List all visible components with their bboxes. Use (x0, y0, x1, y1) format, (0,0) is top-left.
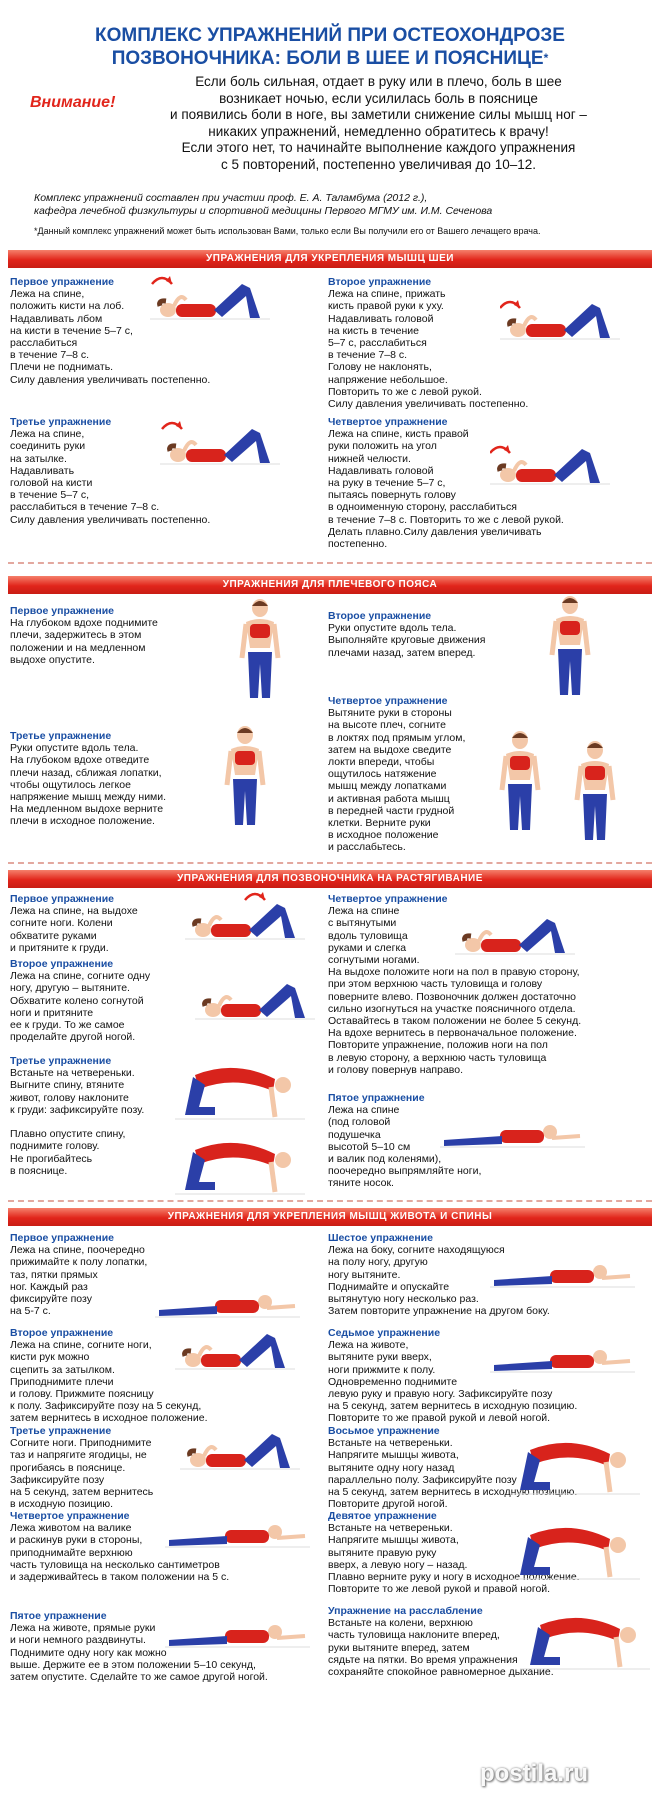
title-line-2 (0, 47, 660, 70)
authors-line-2: кафедра лечебной физкультуры и спортивной медицины Первого МГМУ им. И.М. Сеченова (34, 205, 493, 217)
neck-exercise-4-illustration (490, 435, 615, 495)
exercise-text: Встаньте на четвереньки. Напрягите мышцы живота, вытяните одну ногу назад параллельно полу. Зафиксируйте позу на 5 секунд, затем вернитесь в исходную позицию. Повторите другой ногой. (328, 1437, 578, 1511)
section-divider (8, 562, 652, 564)
exercise-text: Лежа на спине, на выдохе согните ноги. Колени обхватите руками и притяните к груди. (10, 905, 138, 954)
exercise-heading: Пятое упражнение (328, 1092, 425, 1104)
exercise-text: Лежа животом на валике и раскинув руки в стороны, приподнимайте верхнюю часть туловища на несколько сантиметров и задерживайтесь в таком положении на 5 с. (10, 1522, 230, 1584)
abs-exercise-3 (10, 1425, 190, 1510)
exercise-heading: Первое упражнение (10, 893, 114, 905)
spine-exercise-4-illustration (455, 905, 605, 965)
spine-exercise-3 (10, 1055, 190, 1177)
abs-exercise-9-illustration (510, 1505, 640, 1585)
exercise-heading: Третье упражнение (10, 730, 112, 742)
exercise-text: Руки опустите вдоль тела. Выполняйте круговые движения плечами назад, затем вперед. (328, 622, 486, 659)
neck-exercise-1-illustration (150, 270, 275, 330)
exercise-heading: Седьмое упражнение (328, 1327, 441, 1339)
section-header-shoulder: УПРАЖНЕНИЯ ДЛЯ ПЛЕЧЕВОГО ПОЯСА (8, 576, 652, 594)
shoulder-exercise-4-illustration-side (565, 740, 625, 845)
intro-line: и появились боли в ноге, вы заметили снижение силы мышц ног – (170, 107, 587, 122)
intro-line: Если этого нет, то начинайте выполнение каждого упражнения (181, 140, 576, 155)
title-footnote-star: * (543, 51, 549, 65)
exercise-heading: Первое упражнение (10, 276, 114, 288)
exercise-heading: Четвертое упражнение (328, 893, 448, 905)
spine-exercise-3-illustration-arched (175, 1045, 305, 1125)
exercise-heading: Четвертое упражнение (328, 695, 448, 707)
shoulder-exercise-3 (10, 730, 210, 828)
title-line-1: КОМПЛЕКС УПРАЖНЕНИЙ ПРИ ОСТЕОХОНДРОЗЕ (95, 25, 565, 46)
exercise-text: Лежа на животе, вытяните руки вверх, ноги прижмите к полу. Одновременно поднимите левую руку и правую ногу. Зафиксируйте позу на 5 секунд, затем вернитесь в исходную позицию. Повторите то же правой рукой и левой ногой. (328, 1339, 578, 1425)
section-divider (8, 862, 652, 864)
shoulder-exercise-1-illustration (230, 598, 290, 703)
shoulder-exercise-2 (328, 610, 538, 659)
warning-text (126, 74, 631, 173)
spine-exercise-2 (10, 958, 195, 1043)
exercise-text: Встаньте на четвереньки. Выгните спину, втяните живот, голову наклоните к груди: зафиксируйте позу. Плавно опустите спину, поднимите голову. Не прогибайтесь в пояснице. (10, 1067, 145, 1177)
neck-exercise-2-illustration (500, 290, 625, 350)
exercise-heading: Шестое упражнение (328, 1232, 433, 1244)
exercise-heading: Первое упражнение (10, 605, 114, 617)
abs-exercise-8-illustration (510, 1420, 640, 1500)
exercise-text: Лежа на спине с вытянутыми вдоль туловища руками и слегка согнутыми ногами. На выдохе положите ноги на пол в правую сторону, при этом верхнюю часть туловища и голову поверните влево. Позвоночник должен достаточно сильно изогнуться на участке поясничного отдела. Оставайтесь в таком положении не более 5 секунд. На вдохе вернитесь в первоначальное положение. Повторите упражнение, положив ноги на пол в левую сторону, а верхнюю часть туловища и голову повернув направо. (328, 905, 582, 1076)
intro-line: никаких упражнений, немедленно обратитесь к врачу! (208, 123, 549, 139)
exercise-text: Лежа на животе, прямые руки и ноги немного раздвинуты. Поднимите одну ногу как можно выше. Держите ее в этом положении 5–10 секунд, затем опустите. Сделайте то же самое другой ногой. (10, 1622, 268, 1684)
authors-credit (34, 192, 492, 218)
exercise-text: Согните ноги. Приподнимите таз и напрягите ягодицы, не прогибаясь в пояснице. Зафиксируйте позу на 5 секунд, затем вернитесь в исходную позицию. (10, 1437, 154, 1511)
exercise-text: Лежа на спине, положить кисти на лоб. Надавливать лбом на кисти в течение 5–7 с, расслабиться в течение 7–8 с. Плечи не поднимать. Силу давления увеличивать постепенно. (10, 288, 211, 386)
abs-relaxation-illustration (520, 1595, 650, 1675)
page-title (0, 24, 660, 70)
exercise-text: Встаньте на четвереньки. Напрягите мышцы живота, вытяните правую руку вверх, а левую ногу – назад. Плавно верните руку и ногу в исходное положение. Повторите то же левой рукой и правой ногой. (328, 1522, 580, 1596)
exercise-heading: Упражнение на расслабление (328, 1605, 483, 1617)
spine-exercise-1 (10, 893, 170, 954)
shoulder-exercise-4 (328, 695, 488, 854)
exercise-heading: Второе упражнение (10, 1327, 114, 1339)
exercise-text: Вытяните руки в стороны на высоте плеч, согните в локтях под прямым углом, затем на выдохе сведите локти впереди, чтобы ощутилось натяжение мышц между лопатками и активная работа мышц в передней части грудной клетки. Верните руки в исходное положение и расслабьтесь. (328, 707, 466, 854)
title-line-2-text: ПОЗВОНОЧНИКА: БОЛИ В ШЕЕ И ПОЯСНИЦЕ (111, 48, 544, 69)
exercise-text: Лежа на боку, согните находящуюся на полу ногу, другую ногу вытяните. Поднимайте и опускайте вытянутую ногу несколько раз. Затем повторите упражнение на другом боку. (328, 1244, 550, 1318)
exercise-text: Лежа на спине, согните одну ногу, другую – вытяните. Обхватите колено согнутой ноги и притяните ее к груди. То же самое проделайте другой ногой. (10, 970, 151, 1044)
exercise-heading: Пятое упражнение (10, 1610, 107, 1622)
shoulder-exercise-1 (10, 605, 220, 666)
exercise-heading: Четвертое упражнение (328, 416, 448, 428)
section-header-abs: УПРАЖНЕНИЯ ДЛЯ УКРЕПЛЕНИЯ МЫШЦ ЖИВОТА И СПИНЫ (8, 1208, 652, 1226)
exercise-heading: Девятое упражнение (328, 1510, 437, 1522)
exercise-text: Руки опустите вдоль тела. На глубоком вдохе отведите плечи назад, сближая лопатки, чтобы ощутилось легкое напряжение мышц между ними. На медленном выдохе верните плечи в исходное положение. (10, 742, 167, 828)
exercise-heading: Третье упражнение (10, 1425, 112, 1437)
exercise-heading: Первое упражнение (10, 1232, 114, 1244)
section-header-neck: УПРАЖНЕНИЯ ДЛЯ УКРЕПЛЕНИЯ МЫШЦ ШЕИ (8, 250, 652, 268)
exercise-heading: Четвертое упражнение (10, 1510, 130, 1522)
exercise-heading: Второе упражнение (328, 276, 432, 288)
intro-line: возникает ночью, если усилилась боль в пояснице (219, 90, 538, 106)
exercise-text: Лежа на спине, поочередно прижимайте к полу лопатки, таз, пятки прямых ног. Каждый раз фиксируйте позу на 5-7 с. (10, 1244, 148, 1318)
intro-line: Если боль сильная, отдает в руку или в плечо, боль в шее (195, 74, 562, 89)
abs-exercise-3-illustration (180, 1420, 305, 1480)
exercise-text: На глубоком вдохе поднимите плечи, задержитесь в этом положении и на медленном выдохе опустите. (10, 617, 158, 666)
exercise-text: Встаньте на колени, верхнюю часть туловища наклоните вперед, руки вытяните вперед, затем сядьте на пятки. Во время упражнения сохраняйте спокойное равномерное дыхание. (328, 1617, 554, 1679)
neck-exercise-3-illustration (160, 415, 285, 475)
section-header-spine: УПРАЖНЕНИЯ ДЛЯ ПОЗВОНОЧНИКА НА РАСТЯГИВАНИЕ (8, 870, 652, 888)
intro-line: с 5 повторений, постепенно увеличивая до 10–12. (221, 156, 536, 172)
section-divider (8, 1200, 652, 1202)
abs-exercise-6-illustration (490, 1240, 640, 1295)
exercise-heading: Восьмое упражнение (328, 1425, 440, 1437)
spine-exercise-5-illustration (440, 1100, 590, 1160)
exercise-text: Лежа на спине, соединить руки на затылке. Надавливать головой на кисти в течение 5–7 с, расслабиться в течение 7–8 с. Силу давления увеличивать постепенно. (10, 428, 211, 526)
abs-exercise-7-illustration (490, 1325, 640, 1380)
exercise-heading: Второе упражнение (10, 958, 114, 970)
exercise-text: Лежа на спине, кисть правой руки положить на угол нижней челюсти. Надавливать головой на руку в течение 5–7 с, пытаясь повернуть голову в одноименную сторону, расслабиться в течение 7–8 с. Повторить то же с левой рукой. Делать плавно.Силу давления увеличивать постепенно. (328, 428, 564, 551)
footnote: *Данный комплекс упражнений может быть использован Вами, только если Вы получили его от Вашего лечащего врача. (34, 226, 541, 236)
spine-exercise-3-illustration-flat (175, 1120, 305, 1200)
watermark: postila.ru (480, 1760, 589, 1787)
exercise-heading: Третье упражнение (10, 1055, 112, 1067)
shoulder-exercise-2-illustration (540, 595, 600, 700)
abs-exercise-1-illustration (155, 1270, 305, 1325)
attention-label: Внимание! (30, 94, 116, 111)
shoulder-exercise-4-illustration-front (490, 730, 550, 835)
exercise-text: Лежа на спине, прижать кисть правой руки к уху. Надавливать головой на кисть в течение 5–7 с, расслабиться в течение 7–8 с. Голову не наклонять, напряжение небольшое. Повторить то же с левой рукой. Силу давления увеличивать постепенно. (328, 288, 529, 411)
exercise-heading: Второе упражнение (328, 610, 432, 622)
spine-exercise-2-illustration (195, 970, 320, 1030)
exercise-text: Лежа на спине, согните ноги, кисти рук можно сцепить за затылком. Приподнимите плечи и голову. Прижмите поясницу к полу. Зафиксируйте позу на 5 секунд, затем вернитесь в исходное положение. (10, 1339, 208, 1425)
spine-exercise-1-illustration (185, 890, 310, 950)
abs-exercise-4-illustration (165, 1500, 315, 1555)
exercise-text: Лежа на спине (под головой подушечка высотой 5–10 см и валик под коленями), поочередно выпрямляйте ноги, тяните носок. (328, 1104, 482, 1190)
abs-exercise-2-illustration (175, 1320, 300, 1380)
abs-exercise-5-illustration (165, 1600, 315, 1655)
shoulder-exercise-3-illustration (215, 725, 275, 830)
authors-line-1: Комплекс упражнений составлен при участии проф. Е. А. Таламбума (2012 г.), (34, 192, 428, 204)
exercise-heading: Третье упражнение (10, 416, 112, 428)
